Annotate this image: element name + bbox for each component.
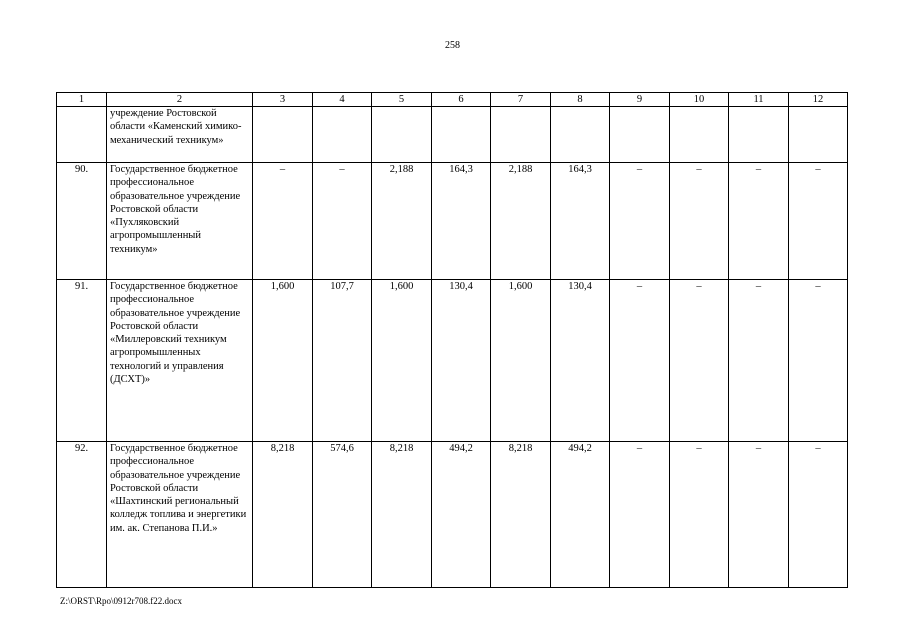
cell-value: 574,6	[313, 442, 372, 588]
cell-value: 2,188	[491, 163, 551, 280]
column-header: 4	[313, 93, 372, 107]
table-row	[57, 163, 848, 280]
row-number: 92.	[57, 442, 107, 588]
cell-value: –	[789, 280, 848, 442]
cell-value: –	[670, 442, 729, 588]
data-table	[56, 92, 848, 588]
column-header: 3	[253, 93, 313, 107]
table-row	[57, 107, 848, 163]
cell-value: 1,600	[372, 280, 432, 442]
page-number: 258	[445, 40, 460, 51]
cell-value	[789, 107, 848, 163]
cell-value: –	[670, 163, 729, 280]
row-number	[57, 107, 107, 163]
cell-value: –	[729, 280, 789, 442]
cell-value	[610, 107, 670, 163]
cell-value: 1,600	[253, 280, 313, 442]
column-header: 8	[551, 93, 610, 107]
institution-name: учреждение Ростовской области «Каменский химико-механический техникум»	[107, 107, 253, 163]
cell-value	[670, 107, 729, 163]
cell-value: –	[789, 163, 848, 280]
table-header-row	[57, 93, 848, 107]
cell-value: 164,3	[432, 163, 491, 280]
table-row	[57, 442, 848, 588]
cell-value: –	[670, 280, 729, 442]
cell-value: 107,7	[313, 280, 372, 442]
cell-value	[432, 107, 491, 163]
column-header: 7	[491, 93, 551, 107]
cell-value: 164,3	[551, 163, 610, 280]
cell-value: 2,188	[372, 163, 432, 280]
cell-value: 8,218	[253, 442, 313, 588]
column-header: 9	[610, 93, 670, 107]
cell-value	[491, 107, 551, 163]
table-row	[57, 280, 848, 442]
cell-value: 130,4	[551, 280, 610, 442]
cell-value: –	[789, 442, 848, 588]
cell-value	[551, 107, 610, 163]
institution-name: Государственное бюджетное профессиональное образовательное учреждение Ростовской области «Пухляковский агропромышленный техникум»	[107, 163, 253, 280]
cell-value: –	[610, 280, 670, 442]
column-header: 6	[432, 93, 491, 107]
cell-value: 8,218	[372, 442, 432, 588]
institution-name: Государственное бюджетное профессиональное образовательное учреждение Ростовской области «Шахтинский региональный колледж топлива и энергетики им. ак. Степанова П.И.»	[107, 442, 253, 588]
cell-value: –	[729, 442, 789, 588]
cell-value: –	[729, 163, 789, 280]
institution-name: Государственное бюджетное профессиональное образовательное учреждение Ростовской области «Миллеровский техникум агропромышленных технологий и управления (ДСХТ)»	[107, 280, 253, 442]
column-header: 11	[729, 93, 789, 107]
cell-value	[372, 107, 432, 163]
cell-value: –	[610, 163, 670, 280]
column-header: 12	[789, 93, 848, 107]
column-header: 1	[57, 93, 107, 107]
cell-value	[313, 107, 372, 163]
cell-value: –	[610, 442, 670, 588]
column-header: 5	[372, 93, 432, 107]
cell-value: –	[313, 163, 372, 280]
column-header: 2	[107, 93, 253, 107]
cell-value: 8,218	[491, 442, 551, 588]
column-header: 10	[670, 93, 729, 107]
cell-value	[729, 107, 789, 163]
row-number: 91.	[57, 280, 107, 442]
cell-value: 494,2	[432, 442, 491, 588]
cell-value: 1,600	[491, 280, 551, 442]
cell-value: 130,4	[432, 280, 491, 442]
cell-value: 494,2	[551, 442, 610, 588]
cell-value	[253, 107, 313, 163]
cell-value: –	[253, 163, 313, 280]
row-number: 90.	[57, 163, 107, 280]
file-path-footer: Z:\ORST\Rpo\0912r708.f22.docx	[60, 596, 182, 606]
